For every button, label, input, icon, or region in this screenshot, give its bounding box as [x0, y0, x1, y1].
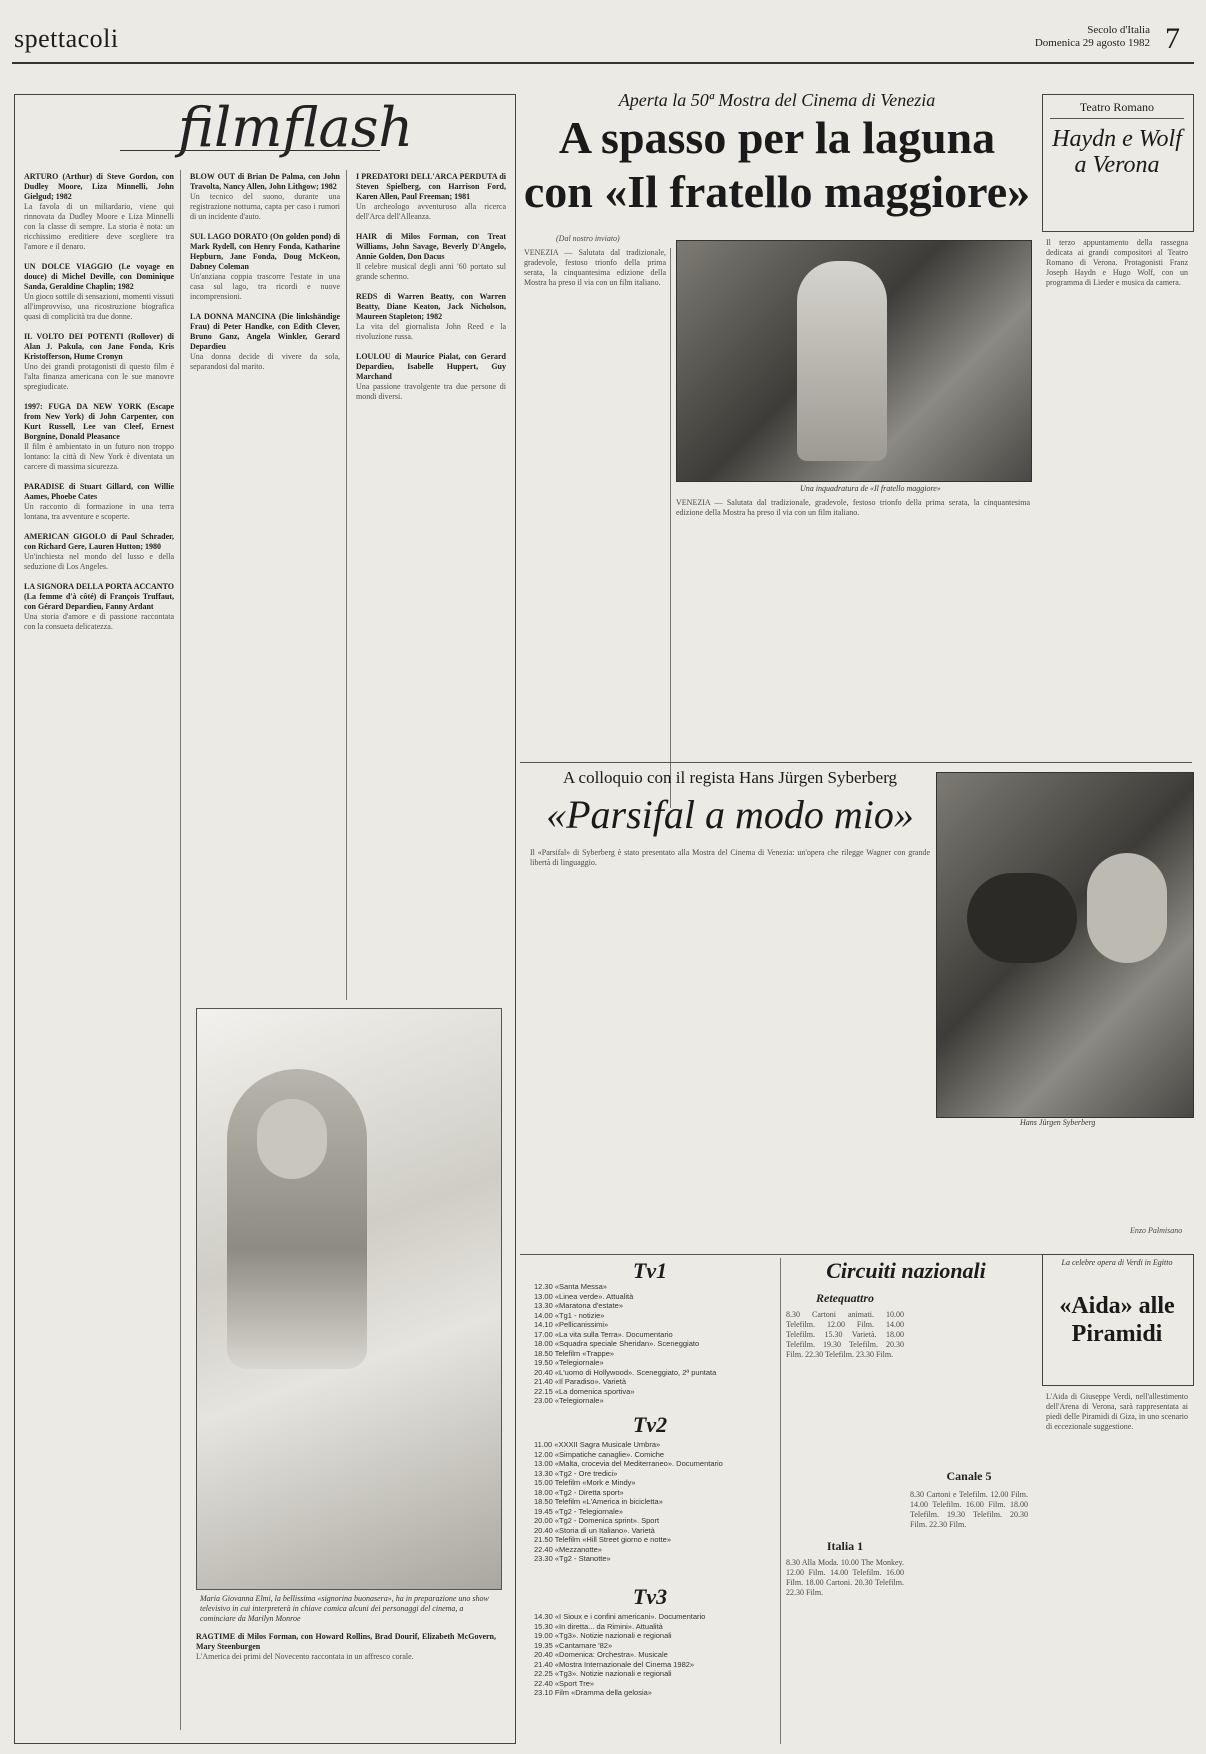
film-entry: ARTURO (Arthur) di Steve Gordon, con Dudley Moore, Liza Minnelli, John Gielgud; 1982 La favola di un miliardario, viene qui rinnovata da Dudley Moore e Liza Minnelli con la classe di sempre. La storia è nota: un ricchissimo ereditiere deve scegliere tra l'amore e il denaro. [24, 172, 174, 251]
filmflash-col-left [24, 172, 174, 1732]
section-label: spettacoli [14, 24, 119, 53]
section-rule [520, 762, 1192, 763]
masthead [1035, 24, 1150, 50]
venice-headline-1: A spasso per la laguna [558, 112, 996, 163]
film-entry: UN DOLCE VIAGGIO (Le voyage en douce) di Michel Deville, con Dominique Sanda, Geraldine Chaplin; 1982 Un gioco sottile di sensazioni, momenti vissuti all'improvviso, una ricostruzione biografica quasi di complicità tra due donne. [24, 262, 174, 321]
page-number: 7 [1165, 22, 1180, 55]
teatro-body: Il terzo appuntamento della rassegna dedicata ai grandi compositori al Teatro Romano di Verona. Protagonisti Franz Joseph Haydn e Hugo Wolf, con un programma di Lieder e musica da camera. [1046, 238, 1188, 287]
filmflash-title: filmflash [178, 96, 414, 159]
syberberg-headline: «Parsifal a modo mio» [546, 792, 914, 837]
header-rule [12, 62, 1194, 64]
teatro-label: Teatro Romano [1079, 100, 1155, 114]
tv2-title: Tv2 [632, 1412, 668, 1437]
tv1-list: 12.30 «Santa Messa» 13.00 «Linea verde». Attualità 13.30 «Maratona d'estate» 14.00 «Tg1 - notizie» 14.10 «Pellicanissimi» 17.00 «La vita sulla Terra». Documentario 18.00 «Squadra speciale Sheridan». Sceneggiato 18.50 Telefilm «Trappe» 19.50 «Telegiornale» 20.40 «L'uomo di Hollywood». Sceneggiato, 2ª puntata 21.40 «Il Paradiso». Varietà 22.15 «La domenica sportiva» 23.00 «Telegiornale» [534, 1282, 717, 1405]
film-entry: LA SIGNORA DELLA PORTA ACCANTO (La femme d'à côté) di François Truffaut, con Gérard Depardieu, Fanny Ardant Una storia d'amore e di passione raccontata con la consueta delicatezza. [24, 582, 174, 631]
column-rule [346, 170, 347, 1000]
film-entry: 1997: FUGA DA NEW YORK (Escape from New York) di John Carpenter, con Kurt Russell, Lee van Cleef, Ernest Borgnine, Donald Pleasance Il film è ambientato in un futuro non troppo lontano: la città di New York è diventata un carcere di massima sicurezza. [24, 402, 174, 471]
canale5-body: 8.30 Cartoni e Telefilm. 12.00 Film. 14.00 Telefilm. 16.00 Film. 18.00 Telefilm. 19.30 Telefilm. 20.30 Film. 22.30 Film. [910, 1490, 1028, 1529]
aida-body: L'Aida di Giuseppe Verdi, nell'allestimento dell'Arena di Verona, sarà rappresentata ai piedi delle Piramidi di Giza, in uno scenario di eccezionale suggestione. [1046, 1392, 1188, 1431]
venice-photo [676, 240, 1032, 482]
filmflash-title-rule [120, 150, 380, 151]
retequattro-body: 8.30 Cartoni animati. 10.00 Telefilm. 12.00 Film. 14.00 Telefilm. 15.30 Varietà. 18.00 Telefilm. 19.30 Telefilm. 20.30 Film. 22.30 Telefilm. 23.30 Film. [786, 1310, 904, 1359]
film-entry: HAIR di Milos Forman, con Treat Williams, John Savage, Beverly D'Angelo, Annie Golden, Don Dacus Il celebre musical degli anni '60 portato sul grande schermo. [356, 232, 506, 281]
italia1-title: Italia 1 [826, 1539, 864, 1553]
film-entry: SUL LAGO DORATO (On golden pond) di Mark Rydell, con Henry Fonda, Katharine Hepburn, Jane Fonda, Doug McKeon, Dabney Coleman Un'anziana coppia trascorre l'estate in una casa sul lago, tra ricordi e nuove incomprensioni. [190, 232, 340, 301]
newspaper-name: Secolo d'Italia [1087, 24, 1150, 36]
filmflash-col-mid [190, 172, 340, 992]
italia1-body: 8.30 Alla Moda. 10.00 The Monkey. 12.00 Film. 14.00 Telefilm. 16.00 Film. 18.00 Cartoni. 20.30 Telefilm. 22.30 Film. [786, 1558, 904, 1597]
canale5-title: Canale 5 [946, 1469, 992, 1483]
tv2-list: 11.00 «XXXII Sagra Musicale Umbra» 12.00 «Simpatiche canaglie». Comiche 13.00 «Malta, crocevia del Mediterraneo». Documentario 13.30 «Tg2 - Ore tredici» 15.00 Telefilm «Mork e Mindy» 18.00 «Tg2 - Diretta sport» 18.50 Telefilm «L'America in bicicletta» 19.45 «Tg2 - Telegiornale» 20.00 «Tg2 - Domenica sprint». Sport 20.40 «Storia di un Italiano». Varietà 21.50 Telefilm «Hill Street giorno e notte» 22.40 «Mezzanotte» 23.30 «Tg2 - Stanotte» [534, 1440, 723, 1563]
film-entry: AMERICAN GIGOLO di Paul Schrader, con Richard Gere, Lauren Hutton; 1980 Un'inchiesta nel mondo del lusso e della seduzione di Los Angeles. [24, 532, 174, 571]
syberberg-body: Il «Parsifal» di Syberberg è stato presentato alla Mostra del Cinema di Venezia: un'opera che rilegge Wagner con grande libertà di linguaggio. [530, 848, 930, 867]
film-entry: REDS di Warren Beatty, con Warren Beatty, Diane Keaton, Jack Nicholson, Maureen Stapleton; 1982 La vita del giornalista John Reed e la rivoluzione russa. [356, 292, 506, 341]
venice-byline: (Dal nostro inviato) [556, 234, 620, 243]
portrait-face [257, 1099, 327, 1179]
photo-caption: Maria Giovanna Elmi, la bellissima «signorina buonasera», ha in preparazione uno show televisivo in cui interpreterà in chiave comica alcuni dei personaggi del cinema, a cominciare da Marilyn Monroe [200, 1594, 489, 1623]
tv1-title: Tv1 [632, 1258, 668, 1283]
teatro-rule [1050, 118, 1184, 119]
camera-shape [967, 873, 1077, 963]
syberberg-author: Enzo Palmisano [1130, 1226, 1183, 1235]
tv3-title: Tv3 [632, 1584, 668, 1609]
film-entry: BLOW OUT di Brian De Palma, con John Travolta, Nancy Allen, John Lithgow; 1982 Un tecnico del suono, durante una registrazione notturna, capta per caso i rumori di un incidente d'auto. [190, 172, 340, 221]
film-entry: IL VOLTO DEI POTENTI (Rollover) di Alan J. Pakula, con Jane Fonda, Kris Kristofferson, Hume Cronyn Uno dei grandi protagonisti di questo film è l'alta finanza americana con le sue manovre spregiudicate. [24, 332, 174, 391]
film-entry: RAGTIME di Milos Forman, con Howard Rollins, Brad Dourif, Elizabeth McGovern, Mary Steenburgen L'America dei primi del Novecento raccontata in un affresco corale. [196, 1632, 496, 1661]
issue-date: Domenica 29 agosto 1982 [1034, 37, 1150, 49]
film-entry: LA DONNA MANCINA (Die linkshändige Frau) di Peter Handke, con Edith Clever, Bruno Ganz, Angela Winkler, Gerard Depardieu Una donna decide di vivere da sola, separandosi dal marito. [190, 312, 340, 371]
venice-headline-2: con «Il fratello maggiore» [523, 166, 1031, 217]
portrait-face [1087, 853, 1167, 963]
syberberg-photo-caption: Hans Jürgen Syberberg [1020, 1118, 1096, 1127]
venice-body-col1: VENEZIA — Salutata dal tradizionale, gradevole, festoso trionfo della prima serata, la cinquantesima edizione della Mostra ha preso il via con un film italiano. [524, 248, 666, 287]
venice-kicker: Aperta la 50ª Mostra del Cinema di Venezia [618, 90, 936, 110]
teatro-title: Haydn e Wolf a Verona [1052, 126, 1182, 178]
circuiti-title: Circuiti nazionali [826, 1258, 986, 1283]
tv3-list: 14.30 «I Sioux e i confini americani». Documentario 15.30 «In diretta... da Rimini». Attualità 19.00 «Tg3». Notizie nazionali e regionali 19.35 «Cantamare '82» 20.40 «Domenica: Orchestra». Musicale 21.40 «Mostra Internazionale del Cinema 1982» 22.25 «Tg3». Notizie nazionali e regionali 22.40 «Sport Tre» 23.10 Film «Dramma della gelosia» [534, 1612, 706, 1697]
filmflash-photo [196, 1008, 502, 1590]
column-rule [670, 248, 671, 808]
retequattro-title: Retequattro [815, 1291, 874, 1305]
syberberg-photo [936, 772, 1194, 1118]
aida-title: «Aida» alle Piramidi [1059, 1293, 1175, 1347]
film-entry: I PREDATORI DELL'ARCA PERDUTA di Steven Spielberg, con Harrison Ford, Karen Allen, Paul Freeman; 1981 Un archeologo avventuroso alla ricerca dell'Arca dell'Alleanza. [356, 172, 506, 221]
syberberg-kicker: A colloquio con il regista Hans Jürgen Syberberg [562, 768, 898, 787]
filmflash-col-right [356, 172, 506, 992]
film-entry: LOULOU di Maurice Pialat, con Gerard Depardieu, Isabelle Huppert, Guy Marchand Una passione travolgente tra due persone di mondi diversi. [356, 352, 506, 401]
column-rule [780, 1258, 781, 1744]
dancer-figure [797, 261, 887, 461]
venice-body-cols: VENEZIA — Salutata dal tradizionale, gradevole, festoso trionfo della prima serata, la cinquantesima edizione della Mostra ha preso il via con un film italiano. [676, 498, 1030, 517]
venice-photo-caption: Una inquadratura de «Il fratello maggiore» [800, 484, 941, 493]
aida-kicker: La celebre opera di Verdi in Egitto [1061, 1258, 1173, 1267]
column-rule [180, 170, 181, 1730]
filmflash-col-bottom [196, 1632, 496, 1732]
film-entry: PARADISE di Stuart Gillard, con Willie Aames, Phoebe Cates Un racconto di formazione in una terra lontana, tra avventure e scoperte. [24, 482, 174, 521]
